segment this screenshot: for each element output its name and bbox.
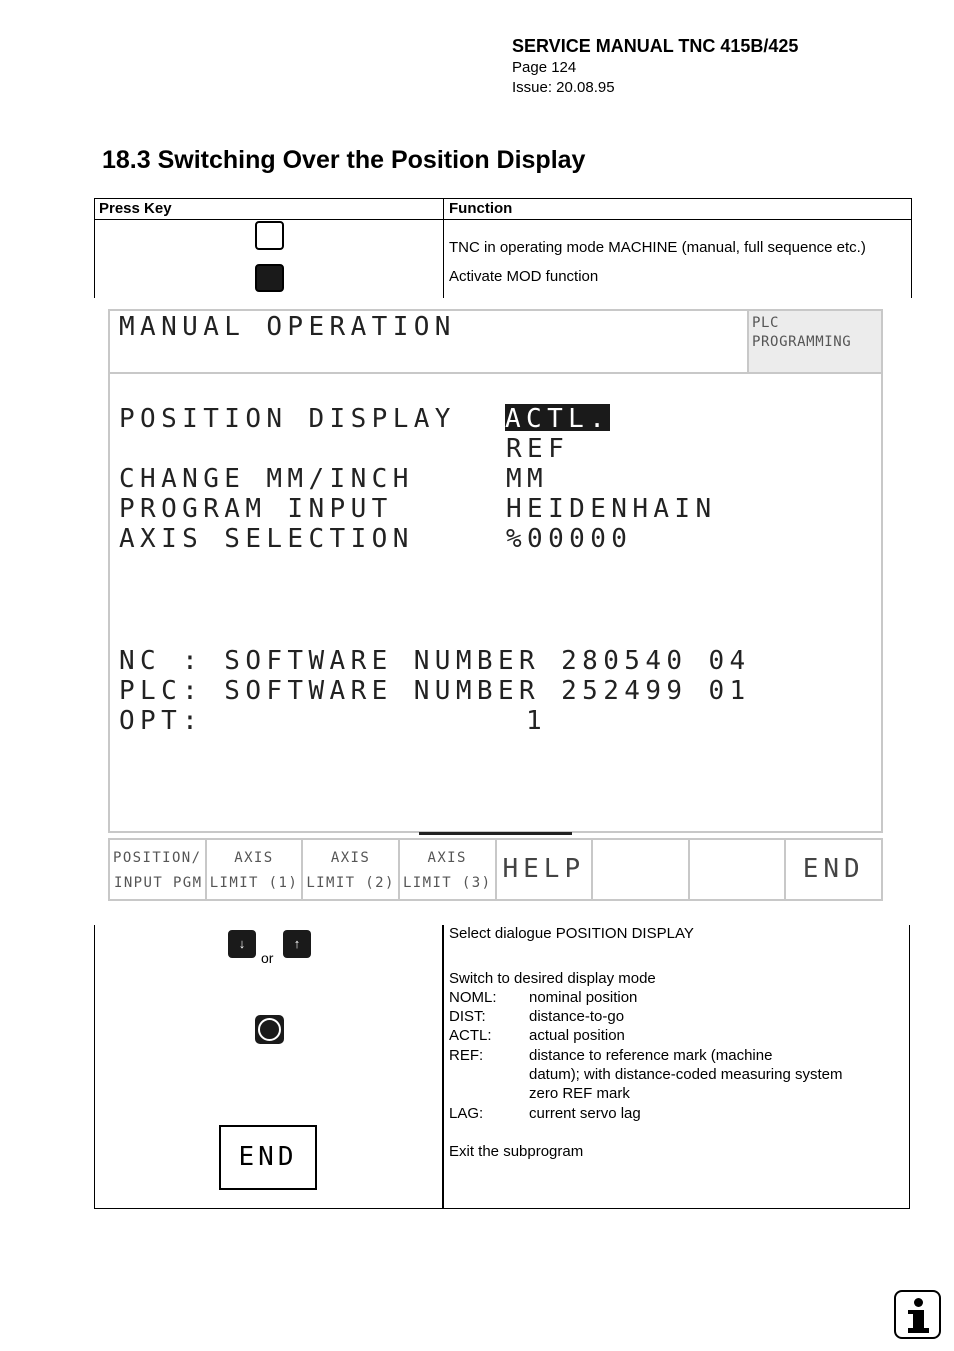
softkey-label: END bbox=[802, 854, 865, 884]
side-mode-line1: PLC bbox=[752, 315, 780, 331]
softkey-row bbox=[108, 838, 883, 901]
col-header-function: Function bbox=[449, 200, 513, 217]
mode-desc-ref-cont2: zero REF mark bbox=[529, 1085, 630, 1102]
arrow-up-key-icon: ↑ bbox=[283, 930, 311, 958]
position-display-label: POSITION DISPLAY bbox=[119, 404, 456, 434]
softkey-label-line2: INPUT PGM bbox=[114, 875, 203, 891]
mode-desc-dist: distance-to-go bbox=[529, 1008, 625, 1025]
softkey-label-line2: LIMIT (2) bbox=[306, 875, 395, 891]
page-number: Page 124 bbox=[512, 59, 577, 76]
section-title: 18.3 Switching Over the Position Display bbox=[102, 146, 586, 174]
issue-date: Issue: 20.08.95 bbox=[512, 79, 615, 96]
mode-key-noml: NOML: bbox=[449, 989, 497, 1006]
mode-key-actl: ACTL: bbox=[449, 1027, 492, 1044]
mode-desc-lag: current servo lag bbox=[529, 1105, 641, 1122]
select-dialogue-text: Select dialogue POSITION DISPLAY bbox=[449, 925, 694, 942]
position-display-value-ref: REF bbox=[506, 434, 570, 464]
softkey-label-line1: AXIS bbox=[330, 850, 371, 866]
table-divider bbox=[442, 925, 444, 1208]
softkey-label-line2: LIMIT (1) bbox=[209, 875, 299, 891]
opt-value: 1 bbox=[526, 706, 548, 736]
function-machine-mode: TNC in operating mode MACHINE (manual, full sequence etc.) bbox=[449, 239, 866, 256]
softkey-label: HELP bbox=[502, 854, 586, 884]
screen-mode-title: MANUAL OPERATION bbox=[119, 312, 456, 342]
col-header-press-key: Press Key bbox=[99, 200, 172, 217]
mode-key-lag: LAG: bbox=[449, 1105, 484, 1122]
side-mode-line2: PROGRAMMING bbox=[752, 334, 852, 350]
end-key-icon: END bbox=[219, 1125, 317, 1190]
mode-key-dist: DIST: bbox=[449, 1008, 486, 1025]
softkey-label-line1: POSITION/ bbox=[113, 850, 202, 866]
plc-software-number: PLC: SOFTWARE NUMBER 252499 01 bbox=[119, 676, 751, 706]
function-activate-mod: Activate MOD function bbox=[449, 268, 599, 285]
axis-selection-value: %00000 bbox=[506, 524, 633, 554]
softkey-label-line1: AXIS bbox=[234, 850, 274, 866]
ent-key-icon bbox=[255, 1015, 284, 1044]
change-mm-inch-value: MM bbox=[506, 464, 549, 494]
program-input-label: PROGRAM INPUT bbox=[119, 494, 393, 524]
softkey-empty-1[interactable] bbox=[593, 840, 690, 899]
or-text: or bbox=[261, 950, 274, 966]
mode-desc-ref: distance to reference mark (machine bbox=[529, 1047, 773, 1064]
position-display-value: ACTL. bbox=[505, 404, 611, 434]
softkey-end[interactable] bbox=[786, 840, 881, 899]
table-divider bbox=[443, 199, 444, 298]
mode-desc-noml: nominal position bbox=[529, 989, 638, 1006]
softkey-empty-2[interactable] bbox=[690, 840, 787, 899]
mode-desc-actl: actual position bbox=[529, 1027, 625, 1044]
screen-scroll-indicator bbox=[419, 832, 572, 835]
screen-header-divider bbox=[110, 372, 881, 374]
key-function-table-top bbox=[94, 198, 912, 298]
info-icon bbox=[894, 1290, 941, 1339]
program-input-value: HEIDENHAIN bbox=[506, 494, 717, 524]
change-mm-inch-label: CHANGE MM/INCH bbox=[119, 464, 414, 494]
mode-key-ref: REF: bbox=[449, 1047, 484, 1064]
softkey-axis-limit-3[interactable] bbox=[400, 840, 497, 899]
manual-title: SERVICE MANUAL TNC 415B/425 bbox=[512, 36, 799, 56]
arrow-down-key-icon: ↓ bbox=[228, 930, 256, 958]
softkey-label-line1: AXIS bbox=[427, 850, 467, 866]
axis-selection-label: AXIS SELECTION bbox=[119, 524, 414, 554]
softkey-position-input-pgm[interactable] bbox=[110, 840, 207, 899]
softkey-label-line2: LIMIT (3) bbox=[402, 875, 492, 891]
mod-key-icon bbox=[255, 264, 284, 292]
switch-mode-text: Switch to desired display mode bbox=[449, 970, 656, 987]
tnc-screen bbox=[108, 309, 883, 833]
exit-subprogram-text: Exit the subprogram bbox=[449, 1143, 584, 1160]
mode-desc-ref-cont1: datum); with distance-coded measuring system bbox=[529, 1066, 843, 1083]
opt-label: OPT: bbox=[119, 706, 204, 736]
softkey-help[interactable] bbox=[497, 840, 594, 899]
softkey-axis-limit-2[interactable] bbox=[303, 840, 400, 899]
nc-software-number: NC : SOFTWARE NUMBER 280540 04 bbox=[119, 646, 751, 676]
softkey-axis-limit-1[interactable] bbox=[207, 840, 304, 899]
machine-mode-key-icon bbox=[255, 221, 284, 250]
